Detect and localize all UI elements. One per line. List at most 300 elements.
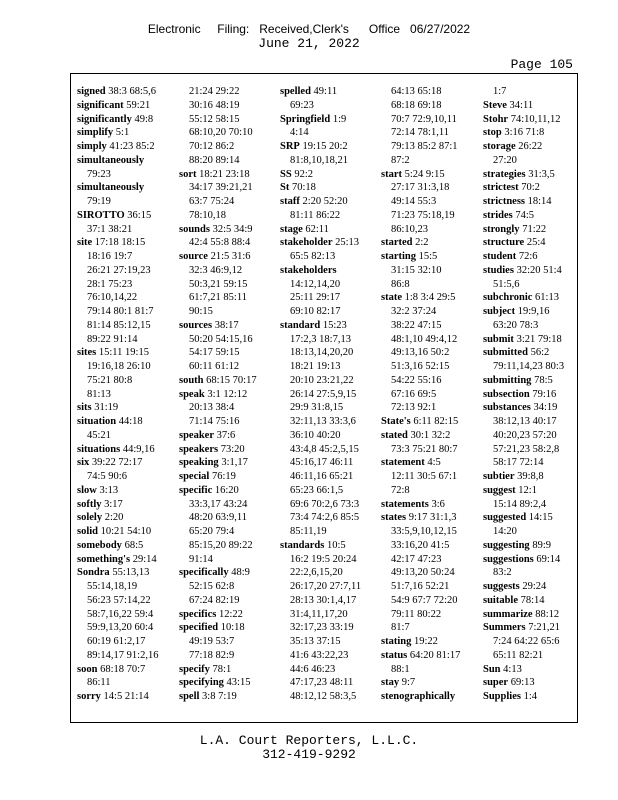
index-entry-continuation — [179, 360, 279, 374]
index-word: summarize — [483, 608, 533, 620]
index-entry-continuation — [179, 209, 279, 223]
page-line-refs: 63:7 75:24 — [189, 196, 235, 207]
page-line-refs: 31:3,5 — [528, 168, 555, 180]
page-line-refs: 34:17 39:21,21 — [189, 182, 253, 194]
index-entry-continuation — [280, 580, 380, 594]
index-entry-continuation — [483, 566, 583, 580]
page-line-refs: 4:13 — [503, 663, 522, 675]
page-line-refs: 48:1,10 49:4,12 — [391, 333, 458, 345]
index-word: suggesting — [483, 539, 530, 551]
page-line-refs: 70:2 — [521, 182, 540, 194]
index-column-5 — [483, 85, 583, 704]
index-entry — [179, 429, 279, 443]
page-line-refs: 89:14,17 91:2,16 — [87, 649, 159, 661]
index-entry-continuation — [77, 278, 177, 292]
page-line-refs: 33:3,17 43:24 — [189, 498, 248, 510]
page-line-refs: 79:16 — [532, 388, 557, 400]
index-entry-continuation — [77, 649, 177, 663]
page-line-refs: 79:19 — [87, 196, 111, 207]
page-line-refs: 1:9 — [332, 113, 347, 125]
page-line-refs: 34:11 — [509, 99, 534, 111]
index-word: Sondra — [77, 567, 110, 579]
index-entry — [381, 168, 481, 182]
index-word: SRP — [280, 141, 300, 152]
index-entry — [77, 525, 177, 539]
index-entry-continuation — [381, 85, 481, 99]
footer-phone: 312-419-9292 — [262, 747, 356, 762]
index-entry-continuation — [77, 195, 177, 209]
page-line-refs: 32:20 51:4 — [516, 264, 562, 276]
page-line-refs: 38:3 68:5,6 — [108, 86, 157, 97]
index-word: six — [77, 457, 90, 469]
index-entry-continuation — [280, 443, 380, 457]
index-word: situation — [77, 416, 117, 427]
index-entry — [483, 539, 583, 553]
page-line-refs: 59:9,13,20 60:4 — [87, 622, 154, 634]
index-word: simultaneously — [77, 154, 145, 166]
page-line-refs: 72:6 — [518, 251, 538, 262]
index-word: south — [179, 374, 204, 386]
index-entry-continuation — [381, 99, 481, 113]
page-line-refs: 55:12 58:15 — [189, 113, 240, 125]
index-word: sort — [179, 168, 197, 180]
page-line-refs: 12:11 30:5 67:1 — [391, 471, 458, 482]
index-word: specific — [179, 484, 213, 496]
page-line-refs: 4:14 — [290, 127, 309, 139]
index-entry — [77, 113, 177, 127]
index-entry-continuation — [280, 126, 380, 140]
index-word: subsection — [483, 388, 530, 400]
index-entry-continuation — [280, 511, 380, 525]
page-line-refs: 39:8,8 — [517, 471, 544, 482]
page-line-refs: 55:14,18,19 — [87, 581, 138, 592]
index-word: stakeholder — [280, 237, 333, 249]
page-line-refs: 10:21 54:10 — [100, 526, 152, 537]
index-word: start — [381, 168, 402, 180]
index-entry — [483, 621, 583, 635]
page-line-refs: 40:20,23 57:20 — [493, 429, 557, 441]
index-entry-continuation — [77, 250, 177, 264]
page-line-refs: 14:5 21:14 — [103, 691, 149, 702]
page-line-refs: 68:18 70:7 — [100, 663, 146, 675]
index-entry-continuation — [381, 223, 481, 237]
filing-stamp: Electronic Filing: Received,Clerk's Office 06/27/2022 — [147, 22, 471, 36]
page-line-refs: 49:13,16 50:2 — [391, 347, 450, 359]
index-word: speakers — [179, 443, 219, 455]
index-entry-continuation — [381, 621, 481, 635]
index-entry-continuation — [280, 250, 380, 264]
page-line-refs: 12:22 — [218, 608, 243, 620]
page-line-refs: 69:23 — [290, 99, 314, 111]
index-entry-continuation — [280, 374, 380, 388]
index-entry — [381, 250, 481, 264]
page-line-refs: 51:7,16 52:21 — [391, 581, 450, 592]
page-line-refs: 1:7 — [493, 86, 507, 97]
index-entry — [381, 635, 481, 649]
index-word: specifics — [179, 608, 217, 620]
index-entry-continuation — [280, 621, 380, 635]
index-entry-continuation — [179, 154, 279, 168]
index-entry-continuation — [77, 429, 177, 443]
index-entry-continuation — [381, 663, 481, 677]
index-entry — [179, 388, 279, 402]
page-line-refs: 81:8,10,18,21 — [290, 154, 349, 166]
index-entry-continuation — [179, 195, 279, 209]
page-line-refs: 31:15 32:10 — [391, 264, 442, 276]
index-entry-continuation — [280, 346, 380, 360]
page-line-refs: 47:17,23 48:11 — [290, 677, 354, 689]
index-word: spell — [179, 691, 200, 702]
index-word: stay — [381, 677, 400, 689]
page-line-refs: 27:20 — [493, 154, 517, 166]
page-line-refs: 32:11,13 33:3,6 — [290, 416, 356, 427]
index-entry-continuation — [381, 278, 481, 292]
index-entry-continuation — [179, 415, 279, 429]
page-line-refs: 14:20 — [493, 526, 517, 537]
page-line-refs: 33:5,9,10,12,15 — [391, 526, 457, 537]
index-entry — [483, 223, 583, 237]
page-line-refs: 69:13 — [510, 677, 535, 689]
index-word: standards — [280, 539, 325, 551]
index-entry — [179, 484, 279, 498]
page-line-refs: 36:15 — [127, 209, 152, 221]
page-line-refs: 31:19 — [94, 402, 119, 414]
index-entry — [179, 456, 279, 470]
index-entry-continuation — [280, 649, 380, 663]
page-line-refs: 7:24 64:22 65:6 — [493, 636, 560, 647]
page-line-refs: 29:14 — [132, 553, 157, 565]
index-entry-continuation — [280, 594, 380, 608]
index-word: specifying — [179, 677, 224, 689]
index-word: SS — [280, 168, 292, 180]
index-entry — [77, 99, 177, 113]
index-entry-continuation — [179, 99, 279, 113]
index-entry — [280, 181, 380, 195]
index-word: staff — [280, 196, 300, 207]
index-entry — [77, 85, 177, 99]
index-entry — [280, 168, 380, 182]
index-entry-continuation — [381, 608, 481, 622]
page-line-refs: 9:7 — [401, 677, 416, 689]
page-line-refs: 3:21 79:18 — [516, 333, 562, 345]
index-entry-continuation — [280, 484, 380, 498]
page-line-refs: 61:13 — [535, 292, 559, 304]
page-line-refs: 60:11 61:12 — [189, 361, 240, 372]
index-word: SIROTTO — [77, 209, 125, 221]
page-line-refs: 38:17 — [214, 319, 239, 331]
page-line-refs: 45:21 — [87, 429, 111, 441]
page-line-refs: 50:3,21 59:15 — [189, 278, 248, 290]
index-entry — [381, 676, 481, 690]
index-entry-continuation — [381, 140, 481, 154]
page-line-refs: 35:13 37:15 — [290, 636, 341, 647]
page-line-refs: 49:8 — [134, 113, 154, 125]
index-entry-continuation — [280, 305, 380, 319]
index-word: student — [483, 251, 517, 262]
index-entry — [483, 168, 583, 182]
index-entry-continuation — [381, 346, 481, 360]
index-entry-continuation — [381, 126, 481, 140]
index-entry — [179, 608, 279, 622]
page-line-refs: 72:13 92:1 — [391, 402, 437, 414]
index-entry-continuation — [381, 566, 481, 580]
index-entry — [483, 663, 583, 677]
page-line-refs: 81:11 86:22 — [290, 209, 341, 221]
index-entry-continuation — [381, 319, 481, 333]
page-line-refs: 3:17 — [104, 498, 123, 510]
page-line-refs: 17:18 18:15 — [94, 237, 146, 249]
index-entry-continuation — [483, 649, 583, 663]
page-line-refs: 58:17 72:14 — [493, 457, 544, 469]
index-entry — [483, 113, 583, 127]
page-line-refs: 76:19 — [211, 471, 236, 482]
page-line-refs: 69:10 82:17 — [290, 306, 341, 317]
index-word: status — [381, 649, 408, 661]
index-entry-continuation — [483, 415, 583, 429]
page-line-refs: 3:6 — [431, 498, 445, 510]
page-line-refs: 58:7,16,22 59:4 — [87, 608, 154, 620]
index-entry-continuation — [483, 498, 583, 512]
index-entry-continuation — [381, 443, 481, 457]
index-entry — [483, 388, 583, 402]
index-entry — [179, 319, 279, 333]
index-entry — [77, 415, 177, 429]
page-line-refs: 3:1,17 — [221, 457, 248, 469]
index-entry — [483, 580, 583, 594]
index-entry-continuation — [77, 470, 177, 484]
index-entry — [381, 690, 481, 704]
page-line-refs: 26:14 27:5,9,15 — [290, 388, 357, 400]
index-word: spelled — [280, 86, 311, 97]
index-entry-continuation — [280, 690, 380, 704]
page-line-refs: 43:4,8 45:2,5,15 — [290, 443, 359, 455]
page-line-refs: 16:20 — [214, 484, 239, 496]
index-entry — [77, 553, 177, 567]
page-line-refs: 20:10 23:21,22 — [290, 374, 354, 386]
index-entry-continuation — [381, 401, 481, 415]
index-word: studies — [483, 264, 514, 276]
index-entry-continuation — [77, 333, 177, 347]
page-line-refs: 22:2,6,15,20 — [290, 567, 343, 579]
index-word: statement — [381, 457, 425, 469]
index-entry-continuation — [179, 635, 279, 649]
page-line-refs: 72:8 — [391, 484, 410, 496]
page-line-refs: 48:9 — [231, 567, 250, 579]
index-entry — [77, 566, 177, 580]
index-word: St — [280, 182, 290, 194]
page-line-refs: 14:12,14,20 — [290, 278, 341, 290]
page-line-refs: 30:1 32:2 — [410, 429, 451, 441]
index-entry — [77, 126, 177, 140]
page-line-refs: 15:23 — [322, 319, 347, 331]
index-entry-continuation — [179, 649, 279, 663]
page-line-refs: 43:15 — [226, 677, 251, 689]
index-word: something's — [77, 553, 131, 565]
index-entry — [77, 154, 177, 168]
page-line-refs: 48:20 63:9,11 — [189, 512, 247, 524]
index-entry — [179, 250, 279, 264]
page-line-refs: 3:8 7:19 — [202, 691, 237, 702]
index-word: solid — [77, 526, 99, 537]
index-entry-continuation — [179, 291, 279, 305]
page-line-refs: 76:10,14,22 — [87, 292, 138, 304]
index-entry-continuation — [381, 580, 481, 594]
page-line-refs: 79:14 80:1 81:7 — [87, 306, 154, 317]
page-line-refs: 28:13 30:1,4,17 — [290, 594, 357, 606]
page-line-refs: 6:11 82:15 — [413, 416, 459, 427]
page-line-refs: 42:17 47:23 — [391, 553, 442, 565]
index-entry-continuation — [280, 470, 380, 484]
page-line-refs: 74:5 — [515, 209, 535, 221]
index-entry-continuation — [179, 333, 279, 347]
page-line-refs: 5:24 9:15 — [404, 168, 445, 180]
index-entry — [381, 511, 481, 525]
page-line-refs: 9:17 31:1,3 — [408, 512, 457, 524]
page-line-refs: 32:17,23 33:19 — [290, 622, 354, 634]
page-line-refs: 69:14 — [536, 553, 561, 565]
page-line-refs: 88:1 — [391, 663, 410, 675]
page-line-refs: 65:11 82:21 — [493, 649, 544, 661]
index-entry — [483, 608, 583, 622]
index-word: standard — [280, 319, 321, 331]
index-entry — [280, 113, 380, 127]
index-entry — [77, 443, 177, 457]
index-entry-continuation — [77, 360, 177, 374]
page-line-refs: 28:1 75:23 — [87, 278, 133, 290]
index-entry — [483, 511, 583, 525]
page-line-refs: 21:5 31:6 — [210, 251, 251, 262]
index-entry-continuation — [77, 374, 177, 388]
index-entry-continuation — [179, 401, 279, 415]
index-entry-continuation — [179, 236, 279, 250]
page-line-refs: 74:10,11,12 — [510, 113, 561, 125]
index-entry — [77, 181, 177, 195]
index-word: simultaneously — [77, 182, 145, 194]
transcript-date: June 21, 2022 — [258, 36, 360, 51]
page-line-refs: 79:11 80:22 — [391, 608, 442, 620]
page-line-refs: 48:12,12 58:3,5 — [290, 691, 357, 702]
index-word: site — [77, 237, 93, 249]
index-entry-continuation — [179, 264, 279, 278]
index-entry-continuation — [280, 676, 380, 690]
page-line-refs: 79:11,14,23 80:3 — [493, 361, 565, 372]
page-line-refs: 20:13 38:4 — [189, 402, 235, 414]
index-entry-continuation — [483, 319, 583, 333]
page-line-refs: 10:18 — [220, 622, 245, 634]
page-line-refs: 49:13,20 50:24 — [391, 567, 455, 579]
index-entry — [179, 663, 279, 677]
page-line-refs: 56:23 57:14,22 — [87, 594, 151, 606]
page-line-refs: 56:2 — [530, 347, 550, 359]
index-entry — [280, 223, 380, 237]
index-entry-continuation — [483, 154, 583, 168]
page-line-refs: 16:2 19:5 20:24 — [290, 553, 357, 565]
index-entry — [179, 566, 279, 580]
page-line-refs: 54:17 59:15 — [189, 347, 240, 359]
index-entry-continuation — [280, 401, 380, 415]
page-line-refs: 29:24 — [522, 581, 547, 592]
index-entry-continuation — [179, 539, 279, 553]
index-entry-continuation — [280, 278, 380, 292]
page-line-refs: 61:7,21 85:11 — [189, 292, 247, 304]
index-column-4 — [381, 85, 481, 704]
page-line-refs: 51:3,16 52:15 — [391, 361, 450, 372]
index-entry — [483, 126, 583, 140]
page-line-refs: 65:20 79:4 — [189, 526, 235, 537]
index-entry-continuation — [280, 498, 380, 512]
index-entry — [77, 498, 177, 512]
page-line-refs: 32:2 37:24 — [391, 306, 437, 317]
page-line-refs: 3:16 71:8 — [504, 127, 545, 139]
page-line-refs: 78:10,18 — [189, 209, 227, 221]
index-entry — [483, 209, 583, 223]
index-word: significant — [77, 99, 124, 111]
index-entry-continuation — [381, 333, 481, 347]
index-word: Supplies — [483, 691, 521, 702]
page-line-refs: 86:11 — [87, 677, 111, 689]
index-entry — [77, 346, 177, 360]
index-word: speak — [179, 388, 205, 400]
page-line-refs: 44:6 46:23 — [290, 663, 336, 675]
index-word: subtier — [483, 471, 515, 482]
page-line-refs: 50:20 54:15,16 — [189, 333, 253, 345]
page-line-refs: 68:10,20 70:10 — [189, 127, 253, 139]
index-word: stenographically — [381, 691, 456, 702]
page-line-refs: 81:7 — [391, 622, 410, 634]
index-entry — [483, 401, 583, 415]
index-entry — [483, 181, 583, 195]
page-line-refs: 32:5 34:9 — [212, 223, 253, 235]
index-word: strides — [483, 209, 513, 221]
index-entry — [77, 663, 177, 677]
page-line-refs: 34:19 — [533, 402, 558, 414]
page-line-refs: 2:20 — [104, 512, 124, 524]
index-entry-continuation — [381, 181, 481, 195]
page-line-refs: 25:11 29:17 — [290, 292, 341, 304]
index-entry-continuation — [381, 484, 481, 498]
index-word: submitted — [483, 347, 528, 359]
page-line-refs: 49:11 — [313, 86, 338, 97]
index-word: significantly — [77, 113, 132, 125]
index-word: special — [179, 471, 210, 482]
index-entry — [77, 401, 177, 415]
index-entry — [483, 140, 583, 154]
page-line-refs: 26:22 — [518, 141, 543, 152]
page-line-refs: 14:15 — [528, 512, 553, 524]
index-entry-continuation — [381, 525, 481, 539]
index-entry-continuation — [280, 566, 380, 580]
index-entry — [77, 484, 177, 498]
index-entry — [483, 346, 583, 360]
index-word: suggested — [483, 512, 527, 524]
page-line-refs: 64:20 81:17 — [409, 649, 461, 661]
index-word: submitting — [483, 374, 532, 386]
index-entry-continuation — [179, 580, 279, 594]
index-entry-continuation — [280, 553, 380, 567]
index-word: source — [179, 251, 208, 262]
page-line-refs: 68:5 — [124, 539, 144, 551]
page-line-refs: 85:15,20 89:22 — [189, 539, 253, 551]
page-line-refs: 2:20 52:20 — [302, 196, 348, 207]
index-word: sites — [77, 347, 97, 359]
page-line-refs: 73:20 — [220, 443, 245, 455]
page-line-refs: 29:9 31:8,15 — [290, 402, 344, 414]
page-line-refs: 79:13 85:2 87:1 — [391, 141, 458, 152]
index-entry-continuation — [77, 608, 177, 622]
index-column-3 — [280, 85, 380, 704]
index-entry — [483, 470, 583, 484]
page-line-refs: 74:5 90:6 — [87, 471, 127, 482]
